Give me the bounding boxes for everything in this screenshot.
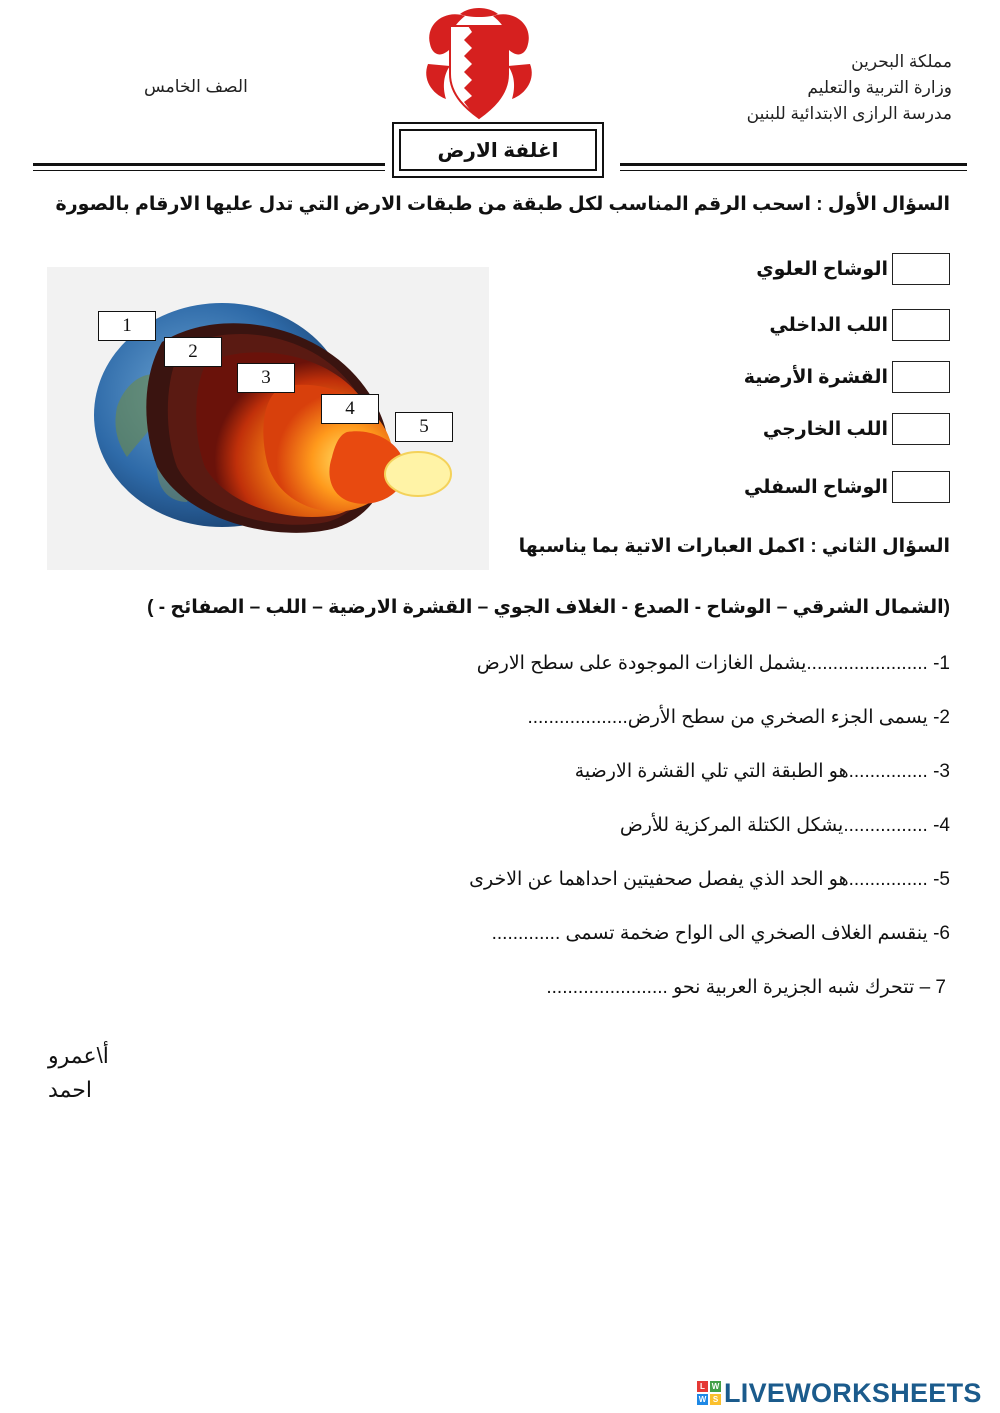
header-ministry: وزارة التربية والتعليم [807,78,952,97]
question2-heading: السؤال الثاني : اكمل العبارات الاتية بما يناسبها [518,536,950,557]
liveworksheets-brand: LIVEWORKSHEETS [724,1377,982,1408]
liveworksheets-logo [697,1376,982,1410]
layer-label: الوشاح العلوي [756,258,888,280]
author-name-line2: احمد [48,1077,92,1102]
drop-box-crust[interactable] [892,361,950,393]
logo-tile: W [698,1395,707,1404]
image-number-tag[interactable]: 4 [321,394,379,424]
layer-row-outer-core [763,412,950,446]
layer-label: الوشاح السفلي [744,476,888,498]
statement-6: 6- ينقسم الغلاف الصخري الى الواح ضخمة تسمى ............. [491,923,950,944]
word-bank: (الشمال الشرقي – الوشاح - الصدع - الغلاف الجوي – القشرة الارضية – اللب – الصفائح - ) [147,597,950,618]
layer-row-crust [744,360,950,394]
drop-box-upper-mantle[interactable] [892,253,950,285]
drop-box-inner-core[interactable] [892,309,950,341]
header-country: مملكة البحرين [851,52,952,71]
logo-tile: W [711,1382,720,1391]
layer-label: اللب الخارجي [762,418,888,440]
earth-layers-image [47,267,489,570]
author-name-line1: أ\عمرو [48,1043,109,1068]
image-number-tag[interactable]: 5 [395,412,453,442]
header-school: مدرسة الرازى الابتدائية للبنين [746,104,952,123]
title-box [392,122,604,178]
statement-1: 1- .......................يشمل الغازات الموجودة على سطح الارض [476,653,950,674]
statement-5: 5- ...............هو الحد الذي يفصل صحفيتين احداهما عن الاخرى [469,869,950,890]
layer-row-upper-mantle [756,252,950,286]
statement-3: 3- ...............هو الطبقة التي تلي القشرة الارضية [574,761,950,782]
bahrain-emblem-icon [420,4,538,122]
header-rule-left [33,163,385,166]
header-rule-right-thin [620,170,967,171]
layer-row-inner-core [769,308,950,342]
logo-tile: L [697,1381,708,1392]
layer-label: اللب الداخلي [769,314,888,336]
header-grade: الصف الخامس [144,77,248,96]
image-number-tag[interactable]: 2 [164,337,222,367]
statement-4: 4- ................يشكل الكتلة المركزية للأرض [619,815,950,836]
drop-box-outer-core[interactable] [892,413,950,445]
header-rule-right [620,163,967,166]
page-title: اغلفة الارض [399,129,597,171]
image-number-tag[interactable]: 1 [98,311,156,341]
statement-7: 7 – تتحرك شبه الجزيرة العربية نحو ....................... [546,977,946,998]
statement-2: 2- يسمى الجزء الصخري من سطح الأرض................... [527,707,950,728]
layer-row-lower-mantle [744,470,950,504]
liveworksheets-icon [697,1381,721,1405]
drop-box-lower-mantle[interactable] [892,471,950,503]
header-rule-left-thin [33,170,385,171]
question1-heading: السؤال الأول : اسحب الرقم المناسب لكل طبقة من طبقات الارض التي تدل عليها الارقام بالصورة [55,194,950,215]
logo-tile: S [710,1394,721,1405]
layer-label: القشرة الأرضية [743,366,888,388]
image-number-tag[interactable]: 3 [237,363,295,393]
